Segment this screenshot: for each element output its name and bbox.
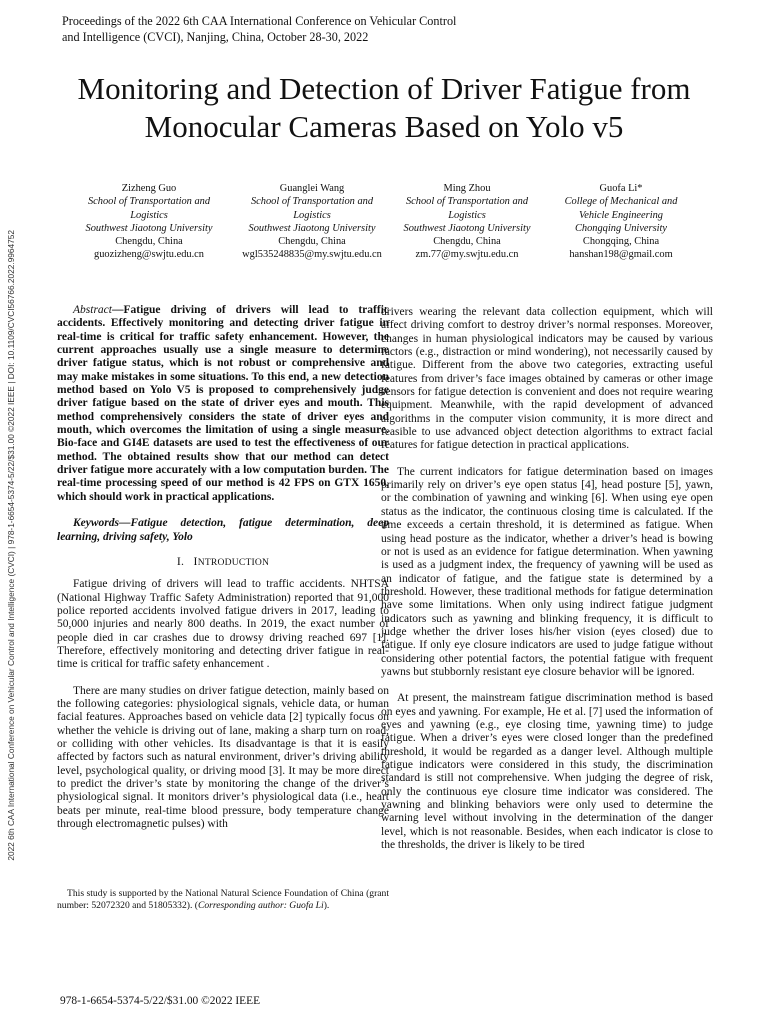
author-city: Chengdu, China: [433, 236, 501, 248]
author-email: wgl535248835@my.swjtu.edu.cn: [242, 249, 382, 261]
header-line-1: Proceedings of the 2022 6th CAA International Conference on Vehicular Control: [62, 14, 457, 28]
copyright-footer: 978-1-6654-5374-5/22/$31.00 ©2022 IEEE: [60, 995, 261, 1007]
author-name: Zizheng Guo: [121, 183, 177, 194]
footnote-corresponding: Corresponding author: Guofa Li: [197, 900, 324, 911]
body-paragraph: The current indicators for fatigue determination based on images primarily rely on driver’s eye open status [4], head posture [5], yawn, or the combination of yawning and winking [6]. When using eye open status as the indicator, the continuous closing time is calculated. If the time exceeds a certain threshold, it is determined as fatigue. When using head posture as the indicator, whether a driver’s head is bowing or not is used as an evidence for fatigue determination. When yawning is used as a judgment index, the frequency of yawning will be used as an indicator of fatigue, and the fatigue state is determined by a threshold. However, these traditional methods for fatigue determination have some limitations. When only using indirect fatigue judgment indicators such as yawning and blinking frequency, it is difficult to judge whether the driver loses his/her vision (eyes closed) due to fatigue. If only eye closure indicators are used to judge fatigue without considering other potential factors, the potential fatigue with frequent yawns but stubbornly resistant eye closure behavior will be ignored.: [381, 465, 713, 678]
author-1: [64, 182, 234, 262]
doi-sidebar: [6, 230, 20, 1000]
abstract-text: —Fatigue driving of drivers will lead to traffic accidents. Effectively monitoring and detecting driver fatigue in real-time is critical for traffic safety enhancement. However, the current approaches usually use a single measure to determine driver fatigue status, which is not robust or comprehensive and may make mistakes in some situations. To this end, a new detection method based on Yolo V5 is proposed to comprehensively judge driver fatigue based on the state of driver eyes and mouth. This method comprehensively considers the state of driver eyes and mouth, which overcomes the limitation of using a single measure. Bio-face and GI4E datasets are used to test the effectiveness of our method. The obtained results show that our method can detect driver fatigue more accurately with a low computation burden. The real-time processing speed of our method is 42 FPS on GTX 1650, which should work in practical applications.: [57, 304, 389, 503]
author-affiliation: Vehicle Engineering: [579, 209, 663, 221]
author-affiliation: School of Transportation and: [87, 196, 211, 208]
header-line-2: and Intelligence (CVCI), Nanjing, China, October 28-30, 2022: [62, 30, 369, 44]
body-paragraph: drivers wearing the relevant data collection equipment, which will affect driving comfort to destroy driver’s normal responses. Moreover, changes in human physiological indicators may be caused by various factors (e.g., distraction or mind wondering), not necessarily caused by fatigue. Different from the above two categories, extracting useful features from driver’s face images obtained by cameras or other image sensors for fatigue detection is convenient and does not require wearing equipment. Meanwhile, with the rapid development of advanced algorithms in the computer vision community, it is more direct and feasible to use advanced object detection algorithms to extract facial features for fatigue detection in practical applications.: [381, 306, 713, 452]
body-paragraph: At present, the mainstream fatigue discrimination method is based on eyes and yawning. For example, He et al. [7] used the information of eyes and yawning (e.g., eye closing time, yawning time) to judge fatigue. When a driver’s eyes were closed longer than the predefined threshold, it would be regarded as a danger level. Although multiple fatigue indicators were considered in this study, the discrimination standard is still not comprehensive. When judging the degree of risk, only the continuous eye closure time indicator was considered. The yawning and blinking behaviors were only used to determine the warning level without involving in the determination of the danger level, which is not reasonable. Besides, when each indicator is close to the thresholds, the driver is likely to be tired: [381, 692, 713, 852]
abstract-lead: Abstract: [73, 304, 112, 316]
author-block: [64, 182, 706, 272]
right-column: [381, 306, 713, 852]
author-email: hanshan198@gmail.com: [569, 249, 673, 261]
doi-sidebar-text: 2022 6th CAA International Conference on Vehicular Control and Intelligence (CVCI) | 978-1-6654-5374-5/22/$31.00 ©2022 IEEE | DOI: 10.1109/CVCI56766.2022.9964752: [6, 230, 16, 861]
footnote-close: ).: [323, 900, 330, 911]
author-city: Chengdu, China: [115, 236, 183, 248]
section-title-initial: I: [193, 553, 198, 568]
title-line-2: Monocular Cameras Based on Yolo v5: [144, 109, 624, 144]
keywords: [57, 517, 389, 544]
section-title-rest: NTRODUCTION: [197, 556, 270, 568]
section-heading-introduction: [57, 555, 389, 569]
proceedings-header: [62, 13, 582, 45]
author-affiliation: College of Mechanical and: [564, 196, 678, 208]
paper-title: [60, 70, 708, 146]
author-affiliation: School of Transportation and: [405, 196, 529, 208]
keywords-lead: Keywords: [73, 517, 119, 530]
footnote-text: This study is supported by the National Natural Science Foundation of China (grant number: 52072320 and 51805332). (: [57, 888, 389, 911]
author-university: Southwest Jiaotong University: [85, 222, 213, 234]
title-line-1: Monitoring and Detection of Driver Fatigue from: [77, 71, 691, 106]
keywords-text: —Fatigue detection, fatigue determination, deep learning, driving safety, Yolo: [57, 517, 389, 543]
funding-footnote: [57, 888, 389, 912]
author-university: Southwest Jiaotong University: [403, 222, 531, 234]
section-number: I.: [176, 553, 185, 568]
author-city: Chengdu, China: [278, 236, 346, 248]
author-city: Chongqing, China: [582, 236, 660, 248]
author-affiliation: Logistics: [448, 209, 486, 221]
author-4: [536, 182, 706, 262]
author-name: Ming Zhou: [443, 183, 491, 194]
author-affiliation: School of Transportation and: [250, 196, 374, 208]
author-email: zm.77@my.swjtu.edu.cn: [415, 249, 519, 261]
body-paragraph: Fatigue driving of drivers will lead to traffic accidents. NHTSA (National Highway Traffic Safety Administration) reported that 91,000 police reported accidents involved fatigue drivers in 2017, leading to 50,000 injuries and nearly 800 deaths. In 2019, the exact number of people died in car crashes due to drowsy driving reached 697 [1]. Therefore, effectively monitoring and detecting driver fatigue in real-time is critical for traffic safety enhancement .: [57, 578, 389, 671]
abstract: [57, 304, 389, 504]
author-email: guozizheng@swjtu.edu.cn: [94, 249, 204, 261]
left-column: [57, 304, 389, 831]
body-paragraph: There are many studies on driver fatigue detection, mainly based on the following categories: physiological signals, vehicle data, or human facial features. Approaches based on vehicle data [2] typically focus on whether the vehicle is driving out of lane, making a sharp turn on road, or colliding with other vehicles. Its disadvantage is that it is easily affected by factors such as natural environment, driver’s driving ability level, psychological quality, or driving mood [3]. It may be more direct to predict the driver’s state by monitoring the change of the driver’s physiological signal. It monitors driver’s physiological data (i.e., heart beats per minute, real-time blood pressure, body temperature change through electromagnetic pulses) with: [57, 684, 389, 831]
author-3: [382, 182, 552, 262]
author-university: Southwest Jiaotong University: [248, 222, 376, 234]
author-university: Chongqing University: [574, 222, 668, 234]
author-name: Guofa Li*: [599, 183, 643, 194]
author-affiliation: Logistics: [293, 209, 331, 221]
author-name: Guanglei Wang: [279, 183, 345, 194]
author-affiliation: Logistics: [130, 209, 168, 221]
author-2: [227, 182, 397, 262]
